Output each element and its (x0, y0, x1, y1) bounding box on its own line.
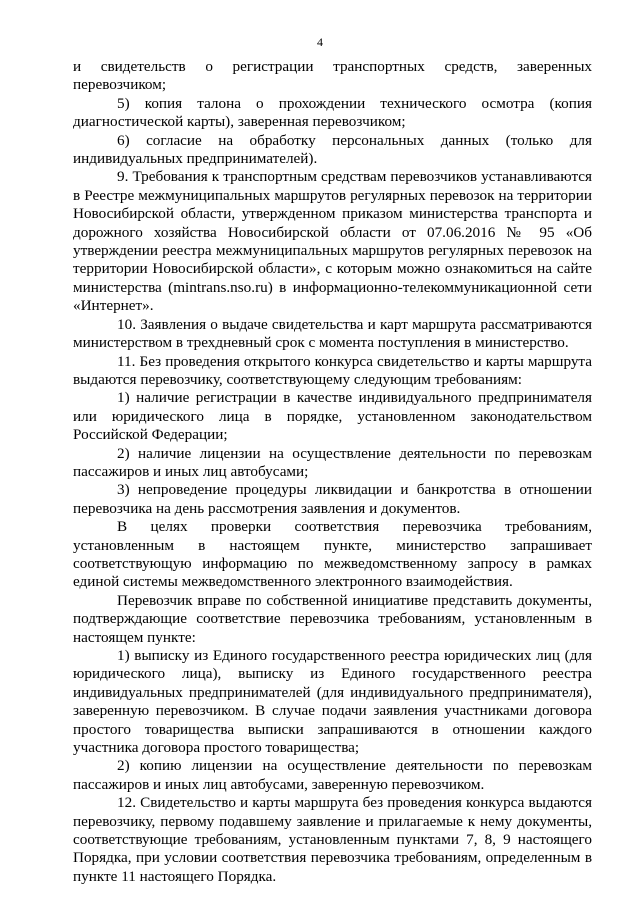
paragraph: 12. Свидетельство и карты маршрута без проведения конкурса выдаются перевозчику, первому подавшему заявление и прилагаемые к нему документы, соответствующие требованиям, установленным пунктами 7, 8, 9 настоящего Порядка, при условии соответствия перевозчика требованиям, определенным в пункте 11 настоящего Порядка. (73, 794, 592, 885)
paragraph: 9. Требования к транспортным средствам перевозчиков устанавливаются в Реестре межмуниципальных маршрутов регулярных перевозок на территории Новосибирской области, утвержденном приказом министерства транспорта и дорожного хозяйства Новосибирской области от 07.06.2016 № 95 «Об утверждении реестра межмуниципальных маршрутов регулярных перевозок на территории Новосибирской области», с которым можно ознакомиться на сайте министерства (mintrans.nso.ru) в информационно-телекоммуникационной сети «Интернет». (73, 168, 592, 315)
paragraph: и свидетельств о регистрации транспортных средств, заверенных перевозчиком; (73, 58, 592, 94)
paragraph: 6) согласие на обработку персональных данных (только для индивидуальных предпринимателей). (73, 131, 592, 168)
paragraph: 2) копию лицензии на осуществление деятельности по перевозкам пассажиров и иных лиц автобусами, заверенную перевозчиком. (73, 757, 592, 793)
paragraph: 11. Без проведения открытого конкурса свидетельство и карты маршрута выдаются перевозчику, соответствующему следующим требованиям: (73, 352, 592, 388)
paragraph: В целях проверки соответствия перевозчика требованиям, установленным в настоящем пункте, министерство запрашивает соответствующую информацию по межведомственному запросу в рамках единой системы межведомственного электронного взаимодействия. (73, 518, 592, 591)
paragraph: 1) наличие регистрации в качестве индивидуального предпринимателя или юридического лица в порядке, установленном законодательством Российской Федерации; (73, 389, 592, 444)
paragraph: 1) выписку из Единого государственного реестра юридических лиц (для юридического лица), выписку из Единого государственного реестра индивидуальных предпринимателей (для индивидуального предпринимателя), заверенную перевозчиком. В случае подачи заявления участниками договора простого товарищества выписки запрашиваются в отношении каждого участника договора простого товарищества; (73, 647, 592, 757)
paragraph: 10. Заявления о выдаче свидетельства и карт маршрута рассматриваются министерством в трехдневный срок с момента поступления в министерство. (73, 315, 592, 352)
paragraph: Перевозчик вправе по собственной инициативе представить документы, подтверждающие соответствие перевозчика требованиям, установленным в настоящем пункте: (73, 591, 592, 646)
page-number: 4 (317, 35, 323, 49)
paragraph: 3) непроведение процедуры ликвидации и банкротства в отношении перевозчика на день рассмотрения заявления и документов. (73, 481, 592, 517)
document-body (73, 58, 592, 886)
paragraph: 5) копия талона о прохождении технического осмотра (копия диагностической карты), заверенная перевозчиком; (73, 94, 592, 131)
paragraph: 2) наличие лицензии на осуществление деятельности по перевозкам пассажиров и иных лиц автобусами; (73, 444, 592, 480)
